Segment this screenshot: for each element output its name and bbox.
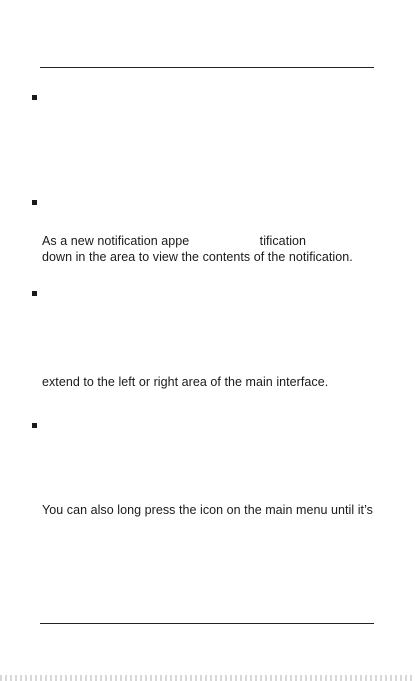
bottom-edge-strip [0,675,415,681]
bullet-marker [32,423,37,428]
top-divider [40,67,374,68]
paragraph-line: down in the area to view the contents of the notification. [42,250,353,264]
bullet-marker [32,95,37,100]
bullet-marker [32,291,37,296]
bottom-divider [40,623,374,624]
bullet-marker [32,200,37,205]
paragraph-line: As a new notification appe tification [42,234,307,248]
paragraph-line: You can also long press the icon on the main menu until it’s [42,503,373,517]
paragraph-line: extend to the left or right area of the main interface. [42,375,329,389]
